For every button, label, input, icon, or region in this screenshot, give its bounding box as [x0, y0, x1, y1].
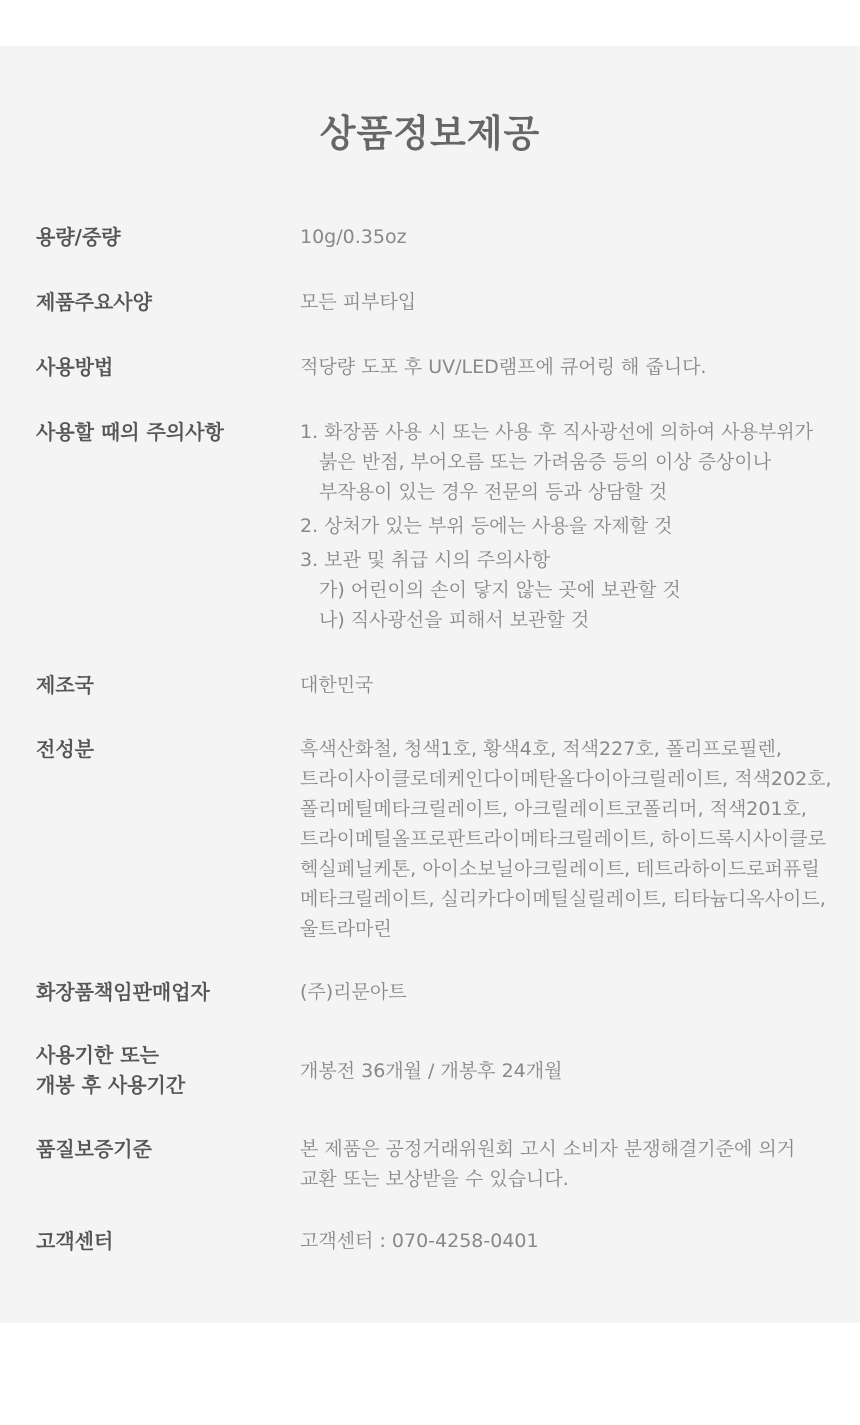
caution-line: 가) 어린이의 손이 닿지 않는 곳에 보관할 것 — [319, 579, 681, 601]
row-label-warranty: 품질보증기준 — [36, 1137, 152, 1161]
caution-line: 3. 보관 및 취급 시의 주의사항 — [300, 549, 551, 571]
row-value-cautions — [300, 417, 835, 635]
row-label-ingredients: 전성분 — [36, 737, 94, 761]
row-label-volume: 용량/중량 — [36, 225, 121, 249]
warranty-line: 교환 또는 보상받을 수 있습니다. — [300, 1168, 569, 1190]
row-value-warranty — [300, 1134, 835, 1194]
caution-line: 2. 상처가 있는 부위 등에는 사용을 자제할 것 — [300, 515, 673, 537]
ingredient-line: 트라이사이클로데케인다이메탄올다이아크릴레이트, 적색202호, — [300, 768, 832, 790]
caution-line: 붉은 반점, 부어오름 또는 가려움증 등의 이상 증상이나 — [319, 451, 772, 473]
row-value-customer-center: 고객센터 : 070-4258-0401 — [300, 1230, 539, 1252]
row-value-country: 대한민국 — [300, 674, 374, 696]
ingredient-line: 울트라마린 — [300, 918, 392, 940]
row-label-customer-center: 고객센터 — [36, 1229, 114, 1253]
caution-line: 나) 직사광선을 피해서 보관할 것 — [319, 609, 590, 631]
row-value-usage: 적당량 도포 후 UV/LED램프에 큐어링 해 줍니다. — [300, 356, 707, 378]
ingredient-line: 헥실페닐케톤, 아이소보닐아크릴레이트, 테트라하이드로퍼퓨릴 — [300, 858, 820, 880]
caution-line: 1. 화장품 사용 시 또는 사용 후 직사광선에 의하여 사용부위가 — [300, 421, 813, 443]
row-value-spec: 모든 피부타입 — [300, 291, 417, 313]
page-title: 상품정보제공 — [319, 112, 541, 155]
ingredient-line: 폴리메틸메타크릴레이트, 아크릴레이트코폴리머, 적색201호, — [300, 798, 807, 820]
ingredient-line: 트라이메틸올프로판트라이메타크릴레이트, 하이드록시사이클로 — [300, 828, 826, 850]
row-value-distributor: (주)리문아트 — [300, 981, 407, 1003]
row-label-shelf-life — [36, 1040, 286, 1100]
row-value-volume: 10g/0.35oz — [300, 226, 407, 248]
shelf-life-label-line: 사용기한 또는 — [36, 1043, 159, 1067]
row-label-country: 제조국 — [36, 673, 94, 697]
ingredient-line: 흑색산화철, 청색1호, 황색4호, 적색227호, 폴리프로필렌, — [300, 738, 782, 760]
row-label-usage: 사용방법 — [36, 355, 114, 379]
warranty-line: 본 제품은 공정거래위원회 고시 소비자 분쟁해결기준에 의거 — [300, 1138, 796, 1160]
row-value-shelf-life: 개봉전 36개월 / 개봉후 24개월 — [300, 1060, 563, 1082]
ingredient-line: 메타크릴레이트, 실리카다이메틸실릴레이트, 티타늄디옥사이드, — [300, 888, 826, 910]
shelf-life-label-line: 개봉 후 사용기간 — [36, 1073, 186, 1097]
row-label-cautions: 사용할 때의 주의사항 — [36, 420, 224, 444]
row-value-ingredients — [300, 734, 835, 944]
caution-line: 부작용이 있는 경우 전문의 등과 상담할 것 — [319, 481, 668, 503]
row-label-spec: 제품주요사양 — [36, 290, 152, 314]
row-label-distributor: 화장품책임판매업자 — [36, 980, 210, 1004]
